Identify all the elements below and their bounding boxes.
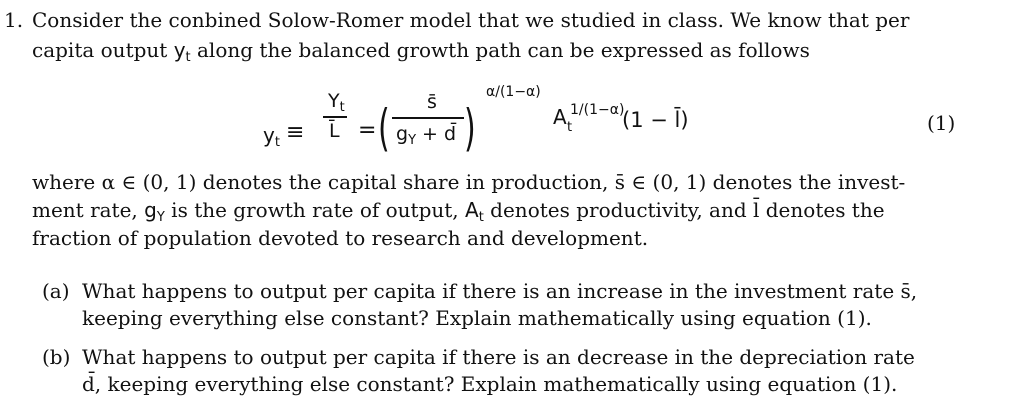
frac2-numerator: s̄	[427, 91, 437, 113]
question-a-line-1: What happens to output per capita if there is an increase in the investment rate s̄,	[82, 279, 918, 303]
after2-p2: is the growth rate of output,	[164, 198, 466, 222]
eq-equiv-sign: ≡	[286, 120, 305, 145]
eq-paren-right: )	[464, 99, 476, 157]
eq-A-sub: t	[567, 120, 573, 135]
frac2-den-g: g	[396, 123, 409, 145]
intro-line-1: Consider the conbined Solow-Romer model that we studied in class. We know that per	[32, 8, 910, 32]
after2-g: g	[144, 198, 157, 222]
eq-equals-sign: =	[358, 118, 377, 143]
after2-p3: denotes productivity, and l̄ denotes the	[483, 198, 885, 222]
eq-outer-exponent: α/(1−α)	[486, 84, 541, 100]
after2-A-sub: t	[478, 210, 484, 225]
intro-line-2	[32, 38, 810, 70]
after-line-3: fraction of population devoted to research and development.	[32, 226, 649, 250]
intro-line-2-post: along the balanced growth path can be expressed as follows	[190, 38, 810, 62]
after-line-1: where α ∈ (0, 1) denotes the capital share in production, s̄ ∈ (0, 1) denotes the invest-	[32, 170, 906, 194]
frac1-numerator	[328, 90, 345, 115]
frac1-num-sub: t	[339, 100, 345, 115]
frac2-den-sub: Y	[408, 133, 417, 148]
frac1-denominator: L̄	[329, 120, 340, 142]
question-b-line-2: d̄, keeping everything else constant? Explain mathematically using equation (1).	[82, 372, 898, 396]
frac1-bar	[323, 116, 347, 118]
eq-A: A	[553, 105, 567, 129]
frac2-den-rest: + d̄	[416, 123, 457, 145]
question-a-line-2: keeping everything else constant? Explain mathematically using equation (1).	[82, 306, 872, 330]
intro-line-2-pre: capita output	[32, 38, 174, 62]
equation-1	[0, 80, 1024, 166]
frac2-denominator	[396, 123, 456, 148]
eq-lhs	[263, 123, 280, 150]
problem-number: 1.	[4, 8, 24, 32]
after2-p1: ment rate,	[32, 198, 145, 222]
eq-lhs-var: y	[263, 123, 275, 147]
intro-var-y: y	[173, 38, 186, 62]
after2-g-sub: Y	[156, 210, 165, 225]
eq-tail: (1 − l̄)	[622, 108, 689, 132]
question-b-line-1: What happens to output per capita if there is an decrease in the depreciation rate	[82, 345, 915, 369]
eq-paren-left: (	[378, 99, 390, 157]
question-b-label: (b)	[42, 345, 71, 369]
eq-A-exponent: 1/(1−α)	[570, 102, 625, 118]
frac2-bar	[392, 117, 464, 119]
eq-lhs-sub: t	[274, 135, 280, 150]
question-a-label: (a)	[42, 279, 70, 303]
frac1-num-var: Y	[328, 90, 340, 112]
after2-A: A	[465, 198, 479, 222]
equation-number: (1)	[927, 111, 956, 135]
intro-var-y-sub: t	[185, 50, 191, 65]
